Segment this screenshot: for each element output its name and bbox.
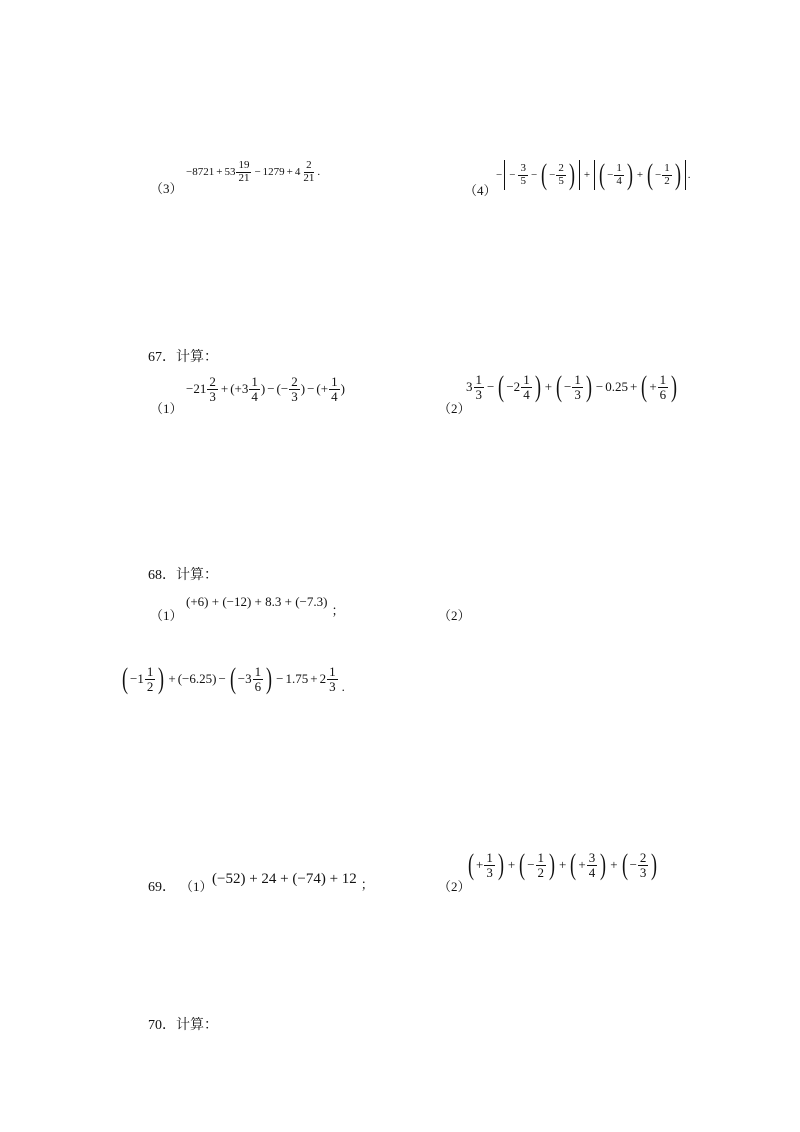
denominator: 6 [254, 678, 262, 694]
numerator: 1 [329, 663, 336, 679]
p68-q2-label: （2） [438, 608, 471, 623]
denominator: 6 [659, 386, 667, 402]
denominator: 4 [331, 388, 338, 404]
sign: −2 [506, 379, 521, 394]
operator: − [267, 381, 275, 397]
fraction [207, 375, 218, 403]
term: −8721 [186, 166, 215, 179]
abs-bar-left [594, 160, 595, 190]
whole: −21 [186, 381, 207, 397]
numerator: 3 [520, 161, 526, 174]
sign: − [564, 379, 572, 394]
fraction [289, 375, 300, 403]
operator: + [220, 381, 229, 397]
left-paren: ( [541, 158, 548, 191]
sign: − [607, 169, 614, 181]
numerator: 3 [588, 849, 596, 865]
right-paren: ) [300, 381, 306, 397]
left-paren: ( [621, 848, 628, 881]
operator: − [530, 169, 538, 181]
numerator: 2 [291, 374, 298, 389]
numerator: 1 [574, 371, 581, 387]
fraction [484, 851, 495, 879]
p69-q2-label: （2） [438, 879, 471, 894]
fraction [253, 665, 264, 693]
right-paren: ) [158, 662, 165, 695]
operator: − [254, 166, 261, 179]
fraction [662, 163, 672, 187]
operator: − [307, 381, 315, 397]
term: (+ [316, 381, 329, 397]
term: 1.75 [285, 671, 309, 686]
left-paren: ( [229, 662, 236, 695]
numerator: 1 [251, 374, 258, 389]
denominator: 4 [588, 864, 596, 880]
numerator: 1 [537, 849, 545, 865]
right-paren: ) [651, 848, 658, 881]
problem-67-heading: 67．计算： [148, 350, 218, 365]
sign: + [649, 379, 657, 394]
operator: + [507, 857, 516, 872]
fraction [145, 665, 156, 693]
left-paren: ( [599, 158, 606, 191]
expression-text: (−52) + 24 + (−74) + 12 [212, 871, 357, 887]
fraction [249, 375, 260, 403]
p66-q4-label: （4） [464, 183, 497, 198]
numerator: 1 [475, 371, 482, 387]
fraction [536, 851, 547, 879]
right-paren: ) [549, 848, 556, 881]
whole: 4 [294, 166, 301, 179]
period: . [341, 679, 345, 694]
term: 0.25 [605, 379, 628, 394]
left-paren: ( [519, 848, 526, 881]
paren-group [597, 160, 635, 190]
left-paren: ( [641, 370, 648, 403]
denominator: 2 [537, 864, 545, 880]
numerator: 1 [659, 371, 667, 387]
sign: − [655, 169, 662, 181]
p68-q1-label: （1） [150, 608, 183, 623]
numerator: 1 [616, 161, 622, 174]
term: 1279 [262, 166, 285, 179]
problem-70-heading: 70．计算： [148, 1018, 218, 1033]
p66-q3-label: （3） [150, 181, 183, 196]
denominator: 4 [616, 174, 622, 187]
sign: −1 [130, 671, 144, 686]
paren-group [539, 160, 577, 190]
problem-68-heading: 68．计算： [148, 568, 218, 583]
operator: − [595, 379, 604, 394]
operator: − [276, 671, 284, 686]
right-paren: ) [671, 370, 678, 403]
operator: + [216, 166, 223, 179]
operator: + [286, 166, 293, 179]
paren-group [228, 664, 274, 694]
operator: + [544, 379, 553, 394]
p68-q2-expression [120, 664, 345, 694]
operator: + [610, 857, 618, 872]
numerator: 2 [306, 159, 312, 171]
numerator: 1 [523, 371, 530, 387]
p69-q2-expression [466, 850, 659, 880]
right-paren: ) [674, 158, 681, 191]
fraction [301, 160, 316, 184]
right-paren: ) [600, 848, 607, 881]
right-paren: ) [626, 158, 633, 191]
sign: − [527, 857, 535, 872]
whole: 2 [319, 671, 327, 686]
mixed-number [294, 159, 321, 184]
left-paren: ( [468, 848, 474, 881]
operator: + [559, 857, 567, 872]
fraction [658, 373, 669, 401]
sign: − [549, 169, 556, 181]
operator: − [509, 169, 516, 181]
p69-q1-label: （1） [180, 879, 213, 894]
fraction [572, 373, 583, 401]
paren-group [517, 850, 557, 880]
abs-bar-right [579, 160, 580, 190]
term: (−6.25) [177, 671, 217, 686]
mixed-number [466, 373, 485, 401]
fraction [614, 163, 624, 187]
fraction [521, 373, 532, 401]
denominator: 21 [303, 171, 315, 184]
right-paren: ) [340, 381, 345, 397]
operator: − [487, 379, 495, 394]
left-paren: ( [556, 370, 563, 403]
problem-69-heading: 69． [148, 880, 176, 895]
term: (− [276, 381, 289, 397]
sign: + [578, 857, 586, 872]
left-paren: ( [570, 848, 577, 881]
numerator: 1 [664, 161, 670, 174]
fraction [474, 373, 485, 401]
denominator: 3 [329, 678, 336, 694]
denominator: 5 [558, 174, 564, 187]
operator: + [583, 169, 591, 181]
p66-q4-expression [496, 160, 691, 190]
left-paren: ( [498, 370, 505, 403]
paren-group [620, 850, 660, 880]
right-paren: ) [585, 370, 592, 403]
fraction [587, 851, 598, 879]
sign: − [629, 857, 637, 872]
term: (+3 [230, 381, 249, 397]
denominator: 3 [639, 864, 647, 880]
abs-bar-right [685, 160, 686, 190]
fraction [556, 163, 566, 187]
p67-q2-expression [466, 372, 679, 402]
right-paren: ) [260, 381, 266, 397]
numerator: 1 [254, 663, 262, 679]
p66-q3-expression [186, 160, 320, 184]
mixed-number [320, 665, 339, 693]
p67-q1-label: （1） [150, 401, 183, 416]
numerator: 2 [209, 374, 216, 389]
right-paren: ) [266, 662, 273, 695]
semicolon: ； [331, 603, 345, 618]
denominator: 3 [486, 864, 493, 880]
whole: 3 [466, 379, 473, 394]
denominator: 3 [209, 388, 216, 404]
p69-q1-expression [212, 870, 374, 892]
fraction [638, 851, 649, 879]
right-paren: ) [534, 370, 541, 403]
operator: + [629, 379, 638, 394]
operator: + [636, 169, 644, 181]
numerator: 2 [558, 161, 564, 174]
numerator: 1 [331, 374, 338, 389]
operator: + [168, 671, 176, 686]
denominator: 5 [520, 174, 526, 187]
paren-group [645, 160, 683, 190]
denominator: 4 [523, 386, 530, 402]
fraction [236, 160, 251, 184]
sign: −3 [237, 671, 252, 686]
denominator: 2 [664, 174, 670, 187]
paren-group [466, 850, 506, 880]
abs-bar-left [504, 160, 505, 190]
denominator: 2 [146, 678, 154, 694]
right-paren: ) [497, 848, 504, 881]
p67-q2-label: （2） [438, 401, 471, 416]
denominator: 4 [251, 388, 258, 404]
paren-group [496, 372, 542, 402]
sign: + [476, 857, 484, 872]
operator: + [310, 671, 318, 686]
operator: − [496, 169, 503, 181]
denominator: 3 [574, 386, 581, 402]
mixed-number [186, 375, 219, 403]
numerator: 1 [146, 663, 154, 679]
paren-group [568, 850, 608, 880]
mixed-number [224, 160, 252, 184]
fraction [518, 163, 528, 187]
paren-group [120, 664, 166, 694]
fraction [327, 665, 338, 693]
paren-group [554, 372, 594, 402]
operator: − [218, 671, 226, 686]
semicolon: ； [360, 877, 374, 892]
period: . [687, 169, 691, 181]
numerator: 1 [486, 849, 493, 865]
left-paren: ( [122, 662, 128, 695]
denominator: 3 [291, 388, 298, 404]
paren-group [639, 372, 679, 402]
denominator: 21 [238, 171, 250, 184]
fraction [329, 375, 340, 403]
numerator: 2 [639, 849, 647, 865]
expression-text: (+6) + (−12) + 8.3 + (−7.3) [186, 593, 328, 609]
p67-q1-expression [186, 375, 345, 403]
numerator: 19 [238, 159, 250, 171]
whole: 53 [224, 166, 236, 179]
denominator: 3 [475, 386, 482, 402]
left-paren: ( [647, 158, 654, 191]
period: . [317, 166, 321, 179]
right-paren: ) [568, 158, 575, 191]
p68-q1-expression [186, 592, 345, 618]
